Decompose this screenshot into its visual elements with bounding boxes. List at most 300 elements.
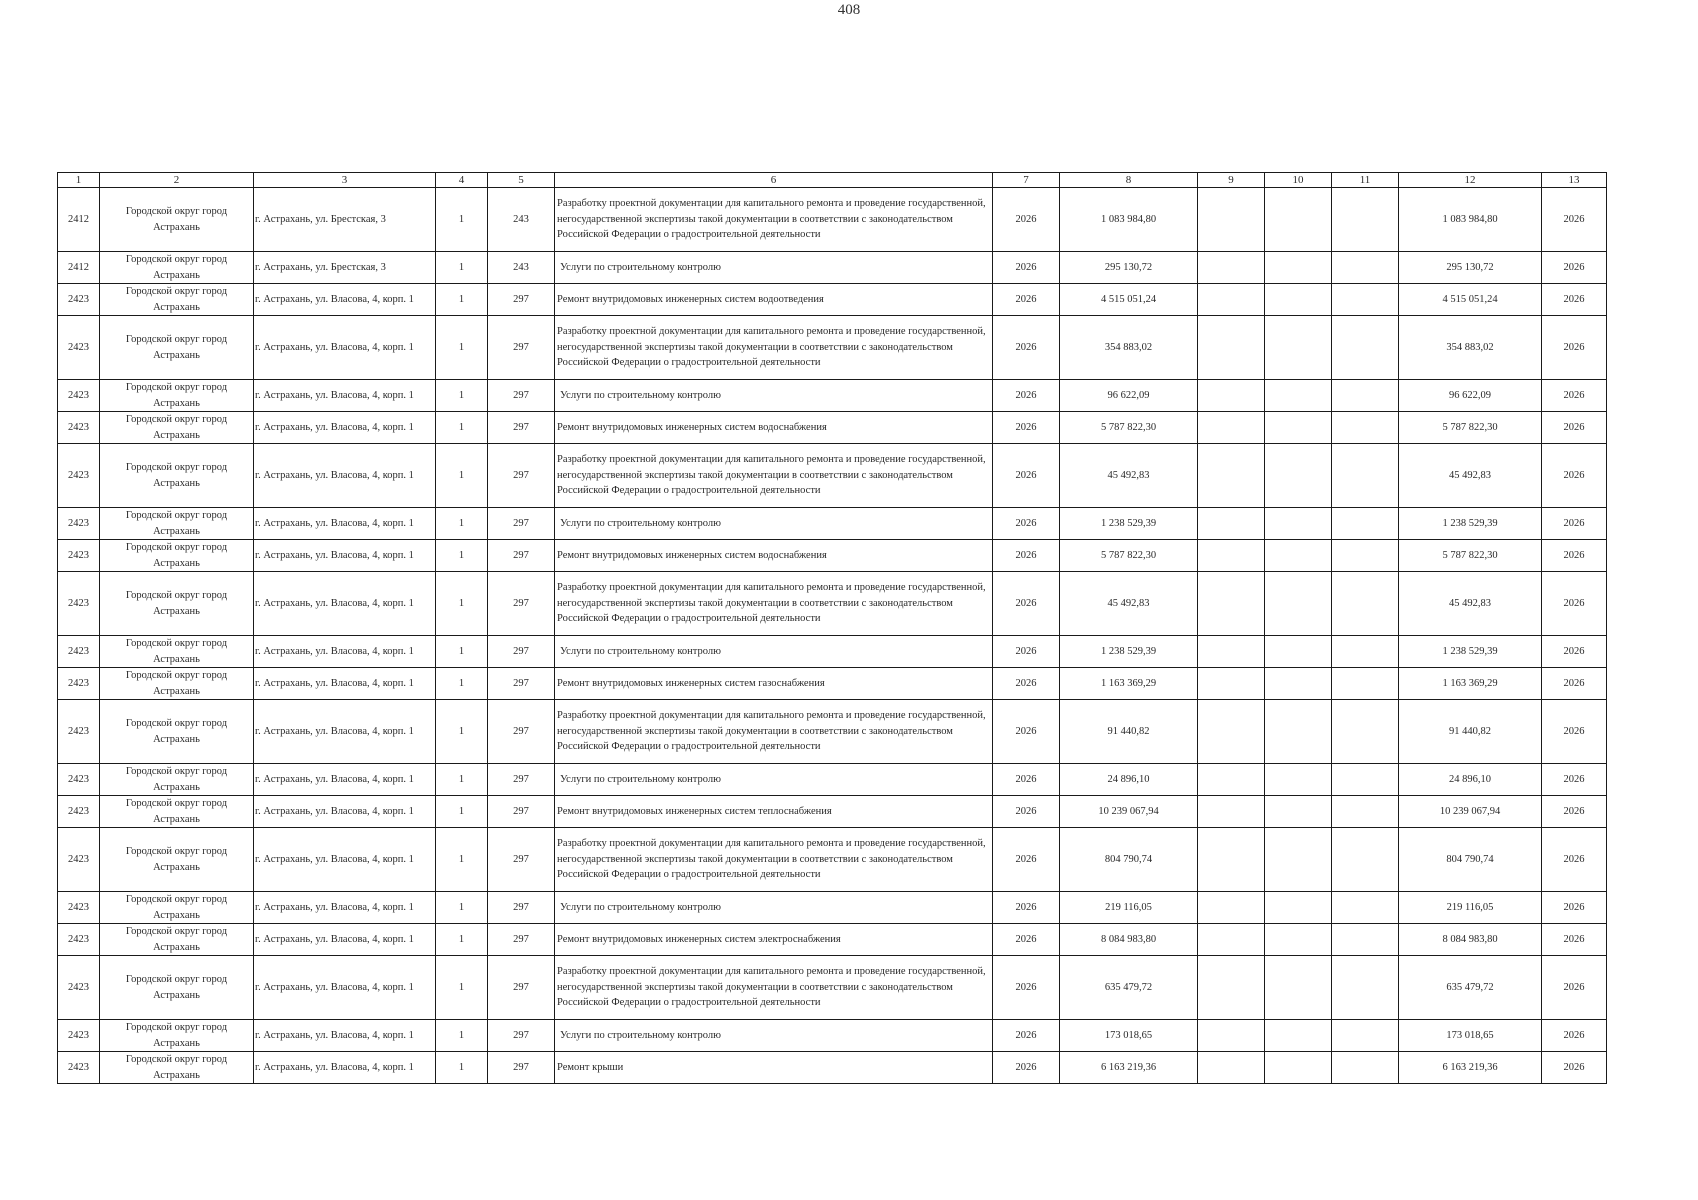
completion-year-cell: 2026 — [1542, 188, 1607, 252]
address-cell: г. Астрахань, ул. Власова, 4, корп. 1 — [254, 540, 436, 572]
column-4-cell: 1 — [436, 252, 488, 284]
year-cell: 2026 — [993, 892, 1060, 924]
row-code-cell: 2423 — [58, 444, 100, 508]
column-5-cell: 297 — [488, 700, 555, 764]
municipality-cell: Городской округ город Астрахань — [100, 892, 254, 924]
column-9-cell — [1198, 1020, 1265, 1052]
total-cost-cell: 6 163 219,36 — [1060, 1052, 1198, 1084]
address-cell: г. Астрахань, ул. Брестская, 3 — [254, 252, 436, 284]
table-row — [58, 668, 1607, 700]
row-code-cell: 2423 — [58, 540, 100, 572]
total-cost-cell: 1 083 984,80 — [1060, 188, 1198, 252]
column-10-cell — [1265, 668, 1332, 700]
cost-cell: 6 163 219,36 — [1399, 1052, 1542, 1084]
total-cost-cell: 219 116,05 — [1060, 892, 1198, 924]
column-4-cell: 1 — [436, 924, 488, 956]
cost-cell: 5 787 822,30 — [1399, 540, 1542, 572]
column-4-cell: 1 — [436, 540, 488, 572]
table-row — [58, 444, 1607, 508]
year-cell: 2026 — [993, 508, 1060, 540]
cost-cell: 8 084 983,80 — [1399, 924, 1542, 956]
column-5-cell: 297 — [488, 1020, 555, 1052]
table-row — [58, 828, 1607, 892]
row-code-cell: 2412 — [58, 188, 100, 252]
completion-year-cell: 2026 — [1542, 572, 1607, 636]
column-11-cell — [1332, 284, 1399, 316]
column-11-cell — [1332, 636, 1399, 668]
column-10-cell — [1265, 700, 1332, 764]
column-number-header: 9 — [1198, 173, 1265, 188]
column-9-cell — [1198, 956, 1265, 1020]
table-row — [58, 380, 1607, 412]
cost-cell: 635 479,72 — [1399, 956, 1542, 1020]
year-cell: 2026 — [993, 284, 1060, 316]
cost-cell: 91 440,82 — [1399, 700, 1542, 764]
year-cell: 2026 — [993, 956, 1060, 1020]
completion-year-cell: 2026 — [1542, 700, 1607, 764]
column-9-cell — [1198, 444, 1265, 508]
address-cell: г. Астрахань, ул. Власова, 4, корп. 1 — [254, 796, 436, 828]
year-cell: 2026 — [993, 252, 1060, 284]
completion-year-cell: 2026 — [1542, 636, 1607, 668]
column-number-header: 1 — [58, 173, 100, 188]
year-cell: 2026 — [993, 188, 1060, 252]
column-10-cell — [1265, 892, 1332, 924]
table-row — [58, 636, 1607, 668]
completion-year-cell: 2026 — [1542, 284, 1607, 316]
column-5-cell: 297 — [488, 924, 555, 956]
row-code-cell: 2423 — [58, 380, 100, 412]
column-number-header: 12 — [1399, 173, 1542, 188]
column-5-cell: 297 — [488, 796, 555, 828]
column-10-cell — [1265, 508, 1332, 540]
municipality-cell: Городской округ город Астрахань — [100, 764, 254, 796]
municipality-cell: Городской округ город Астрахань — [100, 540, 254, 572]
cost-cell: 804 790,74 — [1399, 828, 1542, 892]
column-11-cell — [1332, 892, 1399, 924]
table-row — [58, 540, 1607, 572]
cost-cell: 1 083 984,80 — [1399, 188, 1542, 252]
column-4-cell: 1 — [436, 764, 488, 796]
table-row — [58, 1020, 1607, 1052]
address-cell: г. Астрахань, ул. Власова, 4, корп. 1 — [254, 1020, 436, 1052]
column-11-cell — [1332, 668, 1399, 700]
address-cell: г. Астрахань, ул. Власова, 4, корп. 1 — [254, 956, 436, 1020]
work-type-cell: Ремонт внутридомовых инженерных систем газоснабжения — [555, 668, 993, 700]
work-type-cell: Услуги по строительному контролю — [555, 764, 993, 796]
address-cell: г. Астрахань, ул. Власова, 4, корп. 1 — [254, 572, 436, 636]
column-5-cell: 297 — [488, 764, 555, 796]
work-type-cell: Ремонт внутридомовых инженерных систем водоснабжения — [555, 540, 993, 572]
column-11-cell — [1332, 1020, 1399, 1052]
work-type-cell: Разработку проектной документации для капитального ремонта и проведение государственной, негосударственной экспертизы такой документации в соответствии с законодательством Российской Федерации о градостроительной деятельности — [555, 956, 993, 1020]
column-10-cell — [1265, 412, 1332, 444]
column-11-cell — [1332, 444, 1399, 508]
year-cell: 2026 — [993, 828, 1060, 892]
column-11-cell — [1332, 956, 1399, 1020]
address-cell: г. Астрахань, ул. Власова, 4, корп. 1 — [254, 1052, 436, 1084]
column-5-cell: 297 — [488, 892, 555, 924]
column-5-cell: 297 — [488, 412, 555, 444]
row-code-cell: 2423 — [58, 956, 100, 1020]
address-cell: г. Астрахань, ул. Власова, 4, корп. 1 — [254, 412, 436, 444]
column-9-cell — [1198, 1052, 1265, 1084]
year-cell: 2026 — [993, 1020, 1060, 1052]
completion-year-cell: 2026 — [1542, 508, 1607, 540]
municipality-cell: Городской округ город Астрахань — [100, 508, 254, 540]
completion-year-cell: 2026 — [1542, 892, 1607, 924]
column-5-cell: 297 — [488, 1052, 555, 1084]
column-9-cell — [1198, 252, 1265, 284]
address-cell: г. Астрахань, ул. Власова, 4, корп. 1 — [254, 284, 436, 316]
column-5-cell: 297 — [488, 956, 555, 1020]
municipality-cell: Городской округ город Астрахань — [100, 188, 254, 252]
completion-year-cell: 2026 — [1542, 252, 1607, 284]
column-10-cell — [1265, 188, 1332, 252]
total-cost-cell: 173 018,65 — [1060, 1020, 1198, 1052]
column-11-cell — [1332, 1052, 1399, 1084]
row-code-cell: 2412 — [58, 252, 100, 284]
year-cell: 2026 — [993, 572, 1060, 636]
work-type-cell: Услуги по строительному контролю — [555, 892, 993, 924]
row-code-cell: 2423 — [58, 412, 100, 444]
column-number-header: 2 — [100, 173, 254, 188]
total-cost-cell: 4 515 051,24 — [1060, 284, 1198, 316]
completion-year-cell: 2026 — [1542, 924, 1607, 956]
completion-year-cell: 2026 — [1542, 956, 1607, 1020]
completion-year-cell: 2026 — [1542, 316, 1607, 380]
municipality-cell: Городской округ город Астрахань — [100, 636, 254, 668]
column-9-cell — [1198, 668, 1265, 700]
work-type-cell: Разработку проектной документации для капитального ремонта и проведение государственной, негосударственной экспертизы такой документации в соответствии с законодательством Российской Федерации о градостроительной деятельности — [555, 316, 993, 380]
column-11-cell — [1332, 540, 1399, 572]
column-4-cell: 1 — [436, 572, 488, 636]
cost-cell: 1 163 369,29 — [1399, 668, 1542, 700]
total-cost-cell: 91 440,82 — [1060, 700, 1198, 764]
column-10-cell — [1265, 316, 1332, 380]
column-10-cell — [1265, 828, 1332, 892]
row-code-cell: 2423 — [58, 1052, 100, 1084]
column-9-cell — [1198, 828, 1265, 892]
column-9-cell — [1198, 412, 1265, 444]
column-10-cell — [1265, 252, 1332, 284]
work-type-cell: Разработку проектной документации для капитального ремонта и проведение государственной, негосударственной экспертизы такой документации в соответствии с законодательством Российской Федерации о градостроительной деятельности — [555, 572, 993, 636]
total-cost-cell: 635 479,72 — [1060, 956, 1198, 1020]
address-cell: г. Астрахань, ул. Власова, 4, корп. 1 — [254, 892, 436, 924]
column-9-cell — [1198, 508, 1265, 540]
column-number-header: 4 — [436, 173, 488, 188]
table-row — [58, 284, 1607, 316]
column-4-cell: 1 — [436, 444, 488, 508]
column-11-cell — [1332, 924, 1399, 956]
column-9-cell — [1198, 572, 1265, 636]
column-number-row — [58, 173, 1607, 188]
cost-cell: 295 130,72 — [1399, 252, 1542, 284]
total-cost-cell: 8 084 983,80 — [1060, 924, 1198, 956]
year-cell: 2026 — [993, 380, 1060, 412]
column-10-cell — [1265, 636, 1332, 668]
municipality-cell: Городской округ город Астрахань — [100, 1020, 254, 1052]
column-9-cell — [1198, 796, 1265, 828]
column-4-cell: 1 — [436, 668, 488, 700]
table-row — [58, 508, 1607, 540]
column-9-cell — [1198, 924, 1265, 956]
municipality-cell: Городской округ город Астрахань — [100, 956, 254, 1020]
completion-year-cell: 2026 — [1542, 540, 1607, 572]
completion-year-cell: 2026 — [1542, 1020, 1607, 1052]
column-4-cell: 1 — [436, 380, 488, 412]
column-10-cell — [1265, 1020, 1332, 1052]
table-row — [58, 572, 1607, 636]
column-4-cell: 1 — [436, 796, 488, 828]
column-9-cell — [1198, 316, 1265, 380]
total-cost-cell: 45 492,83 — [1060, 444, 1198, 508]
column-9-cell — [1198, 284, 1265, 316]
cost-cell: 173 018,65 — [1399, 1020, 1542, 1052]
column-11-cell — [1332, 700, 1399, 764]
column-9-cell — [1198, 636, 1265, 668]
work-type-cell: Услуги по строительному контролю — [555, 252, 993, 284]
column-number-header: 8 — [1060, 173, 1198, 188]
cost-cell: 4 515 051,24 — [1399, 284, 1542, 316]
row-code-cell: 2423 — [58, 572, 100, 636]
column-10-cell — [1265, 380, 1332, 412]
column-number-header: 7 — [993, 173, 1060, 188]
municipality-cell: Городской округ город Астрахань — [100, 668, 254, 700]
work-type-cell: Разработку проектной документации для капитального ремонта и проведение государственной, негосударственной экспертизы такой документации в соответствии с законодательством Российской Федерации о градостроительной деятельности — [555, 700, 993, 764]
address-cell: г. Астрахань, ул. Власова, 4, корп. 1 — [254, 668, 436, 700]
total-cost-cell: 354 883,02 — [1060, 316, 1198, 380]
column-5-cell: 297 — [488, 636, 555, 668]
completion-year-cell: 2026 — [1542, 412, 1607, 444]
page-number: 408 — [837, 2, 861, 18]
row-code-cell: 2423 — [58, 316, 100, 380]
address-cell: г. Астрахань, ул. Власова, 4, корп. 1 — [254, 700, 436, 764]
completion-year-cell: 2026 — [1542, 796, 1607, 828]
column-5-cell: 297 — [488, 572, 555, 636]
table-row — [58, 796, 1607, 828]
cost-cell: 1 238 529,39 — [1399, 508, 1542, 540]
total-cost-cell: 1 238 529,39 — [1060, 636, 1198, 668]
address-cell: г. Астрахань, ул. Власова, 4, корп. 1 — [254, 380, 436, 412]
column-4-cell: 1 — [436, 1020, 488, 1052]
table-row — [58, 956, 1607, 1020]
work-type-cell: Ремонт внутридомовых инженерных систем водоснабжения — [555, 412, 993, 444]
column-4-cell: 1 — [436, 508, 488, 540]
completion-year-cell: 2026 — [1542, 764, 1607, 796]
year-cell: 2026 — [993, 700, 1060, 764]
municipality-cell: Городской округ город Астрахань — [100, 316, 254, 380]
row-code-cell: 2423 — [58, 700, 100, 764]
cost-cell: 45 492,83 — [1399, 444, 1542, 508]
column-number-header: 5 — [488, 173, 555, 188]
year-cell: 2026 — [993, 764, 1060, 796]
column-9-cell — [1198, 188, 1265, 252]
column-number-header: 11 — [1332, 173, 1399, 188]
total-cost-cell: 10 239 067,94 — [1060, 796, 1198, 828]
column-number-header: 10 — [1265, 173, 1332, 188]
work-type-cell: Услуги по строительному контролю — [555, 1020, 993, 1052]
column-number-header: 13 — [1542, 173, 1607, 188]
year-cell: 2026 — [993, 540, 1060, 572]
work-type-cell: Ремонт внутридомовых инженерных систем водоотведения — [555, 284, 993, 316]
address-cell: г. Астрахань, ул. Власова, 4, корп. 1 — [254, 764, 436, 796]
address-cell: г. Астрахань, ул. Власова, 4, корп. 1 — [254, 924, 436, 956]
column-5-cell: 297 — [488, 508, 555, 540]
column-4-cell: 1 — [436, 1052, 488, 1084]
column-5-cell: 243 — [488, 188, 555, 252]
cost-cell: 24 896,10 — [1399, 764, 1542, 796]
work-type-cell: Разработку проектной документации для капитального ремонта и проведение государственной, негосударственной экспертизы такой документации в соответствии с законодательством Российской Федерации о градостроительной деятельности — [555, 444, 993, 508]
row-code-cell: 2423 — [58, 1020, 100, 1052]
total-cost-cell: 5 787 822,30 — [1060, 540, 1198, 572]
column-4-cell: 1 — [436, 828, 488, 892]
year-cell: 2026 — [993, 924, 1060, 956]
table-row — [58, 188, 1607, 252]
column-11-cell — [1332, 316, 1399, 380]
column-9-cell — [1198, 892, 1265, 924]
column-number-header: 3 — [254, 173, 436, 188]
column-9-cell — [1198, 380, 1265, 412]
total-cost-cell: 45 492,83 — [1060, 572, 1198, 636]
table-body — [58, 173, 1607, 1084]
municipality-cell: Городской округ город Астрахань — [100, 572, 254, 636]
table-row — [58, 1052, 1607, 1084]
total-cost-cell: 1 163 369,29 — [1060, 668, 1198, 700]
address-cell: г. Астрахань, ул. Власова, 4, корп. 1 — [254, 316, 436, 380]
column-11-cell — [1332, 412, 1399, 444]
column-4-cell: 1 — [436, 188, 488, 252]
column-5-cell: 297 — [488, 284, 555, 316]
column-10-cell — [1265, 444, 1332, 508]
completion-year-cell: 2026 — [1542, 1052, 1607, 1084]
municipality-cell: Городской округ город Астрахань — [100, 796, 254, 828]
completion-year-cell: 2026 — [1542, 380, 1607, 412]
row-code-cell: 2423 — [58, 796, 100, 828]
total-cost-cell: 96 622,09 — [1060, 380, 1198, 412]
column-11-cell — [1332, 796, 1399, 828]
row-code-cell: 2423 — [58, 284, 100, 316]
column-9-cell — [1198, 700, 1265, 764]
municipality-cell: Городской округ город Астрахань — [100, 700, 254, 764]
address-cell: г. Астрахань, ул. Брестская, 3 — [254, 188, 436, 252]
cost-cell: 5 787 822,30 — [1399, 412, 1542, 444]
municipality-cell: Городской округ город Астрахань — [100, 1052, 254, 1084]
column-4-cell: 1 — [436, 412, 488, 444]
cost-cell: 354 883,02 — [1399, 316, 1542, 380]
column-4-cell: 1 — [436, 636, 488, 668]
completion-year-cell: 2026 — [1542, 444, 1607, 508]
total-cost-cell: 24 896,10 — [1060, 764, 1198, 796]
work-type-cell: Услуги по строительному контролю — [555, 508, 993, 540]
completion-year-cell: 2026 — [1542, 828, 1607, 892]
year-cell: 2026 — [993, 412, 1060, 444]
total-cost-cell: 1 238 529,39 — [1060, 508, 1198, 540]
year-cell: 2026 — [993, 796, 1060, 828]
cost-cell: 45 492,83 — [1399, 572, 1542, 636]
column-5-cell: 297 — [488, 540, 555, 572]
year-cell: 2026 — [993, 316, 1060, 380]
column-11-cell — [1332, 188, 1399, 252]
cost-cell: 219 116,05 — [1399, 892, 1542, 924]
year-cell: 2026 — [993, 1052, 1060, 1084]
column-10-cell — [1265, 764, 1332, 796]
column-4-cell: 1 — [436, 284, 488, 316]
row-code-cell: 2423 — [58, 508, 100, 540]
work-type-cell: Ремонт внутридомовых инженерных систем теплоснабжения — [555, 796, 993, 828]
column-4-cell: 1 — [436, 892, 488, 924]
row-code-cell: 2423 — [58, 764, 100, 796]
municipality-cell: Городской округ город Астрахань — [100, 828, 254, 892]
column-10-cell — [1265, 572, 1332, 636]
column-10-cell — [1265, 540, 1332, 572]
table-row — [58, 412, 1607, 444]
column-9-cell — [1198, 764, 1265, 796]
column-5-cell: 297 — [488, 380, 555, 412]
column-11-cell — [1332, 572, 1399, 636]
row-code-cell: 2423 — [58, 924, 100, 956]
column-11-cell — [1332, 764, 1399, 796]
column-5-cell: 297 — [488, 668, 555, 700]
row-code-cell: 2423 — [58, 636, 100, 668]
table-row — [58, 316, 1607, 380]
column-10-cell — [1265, 956, 1332, 1020]
column-11-cell — [1332, 252, 1399, 284]
municipality-cell: Городской округ город Астрахань — [100, 284, 254, 316]
table-row — [58, 892, 1607, 924]
column-4-cell: 1 — [436, 700, 488, 764]
work-type-cell: Услуги по строительному контролю — [555, 636, 993, 668]
row-code-cell: 2423 — [58, 892, 100, 924]
total-cost-cell: 804 790,74 — [1060, 828, 1198, 892]
cost-cell: 1 238 529,39 — [1399, 636, 1542, 668]
row-code-cell: 2423 — [58, 828, 100, 892]
table-row — [58, 252, 1607, 284]
column-11-cell — [1332, 508, 1399, 540]
municipality-cell: Городской округ город Астрахань — [100, 924, 254, 956]
column-11-cell — [1332, 380, 1399, 412]
year-cell: 2026 — [993, 636, 1060, 668]
year-cell: 2026 — [993, 668, 1060, 700]
address-cell: г. Астрахань, ул. Власова, 4, корп. 1 — [254, 444, 436, 508]
table-row — [58, 700, 1607, 764]
column-9-cell — [1198, 540, 1265, 572]
column-4-cell: 1 — [436, 316, 488, 380]
municipality-cell: Городской округ город Астрахань — [100, 444, 254, 508]
column-5-cell: 297 — [488, 316, 555, 380]
column-5-cell: 297 — [488, 444, 555, 508]
address-cell: г. Астрахань, ул. Власова, 4, корп. 1 — [254, 636, 436, 668]
column-10-cell — [1265, 796, 1332, 828]
cost-cell: 96 622,09 — [1399, 380, 1542, 412]
total-cost-cell: 5 787 822,30 — [1060, 412, 1198, 444]
cost-cell: 10 239 067,94 — [1399, 796, 1542, 828]
work-type-cell: Ремонт внутридомовых инженерных систем электроснабжения — [555, 924, 993, 956]
work-type-cell: Услуги по строительному контролю — [555, 380, 993, 412]
work-type-cell: Разработку проектной документации для капитального ремонта и проведение государственной, негосударственной экспертизы такой документации в соответствии с законодательством Российской Федерации о градостроительной деятельности — [555, 188, 993, 252]
column-4-cell: 1 — [436, 956, 488, 1020]
work-type-cell: Ремонт крыши — [555, 1052, 993, 1084]
column-number-header: 6 — [555, 173, 993, 188]
table-row — [58, 924, 1607, 956]
table-row — [58, 764, 1607, 796]
column-11-cell — [1332, 828, 1399, 892]
municipality-cell: Городской округ город Астрахань — [100, 412, 254, 444]
column-5-cell: 243 — [488, 252, 555, 284]
total-cost-cell: 295 130,72 — [1060, 252, 1198, 284]
address-cell: г. Астрахань, ул. Власова, 4, корп. 1 — [254, 508, 436, 540]
completion-year-cell: 2026 — [1542, 668, 1607, 700]
